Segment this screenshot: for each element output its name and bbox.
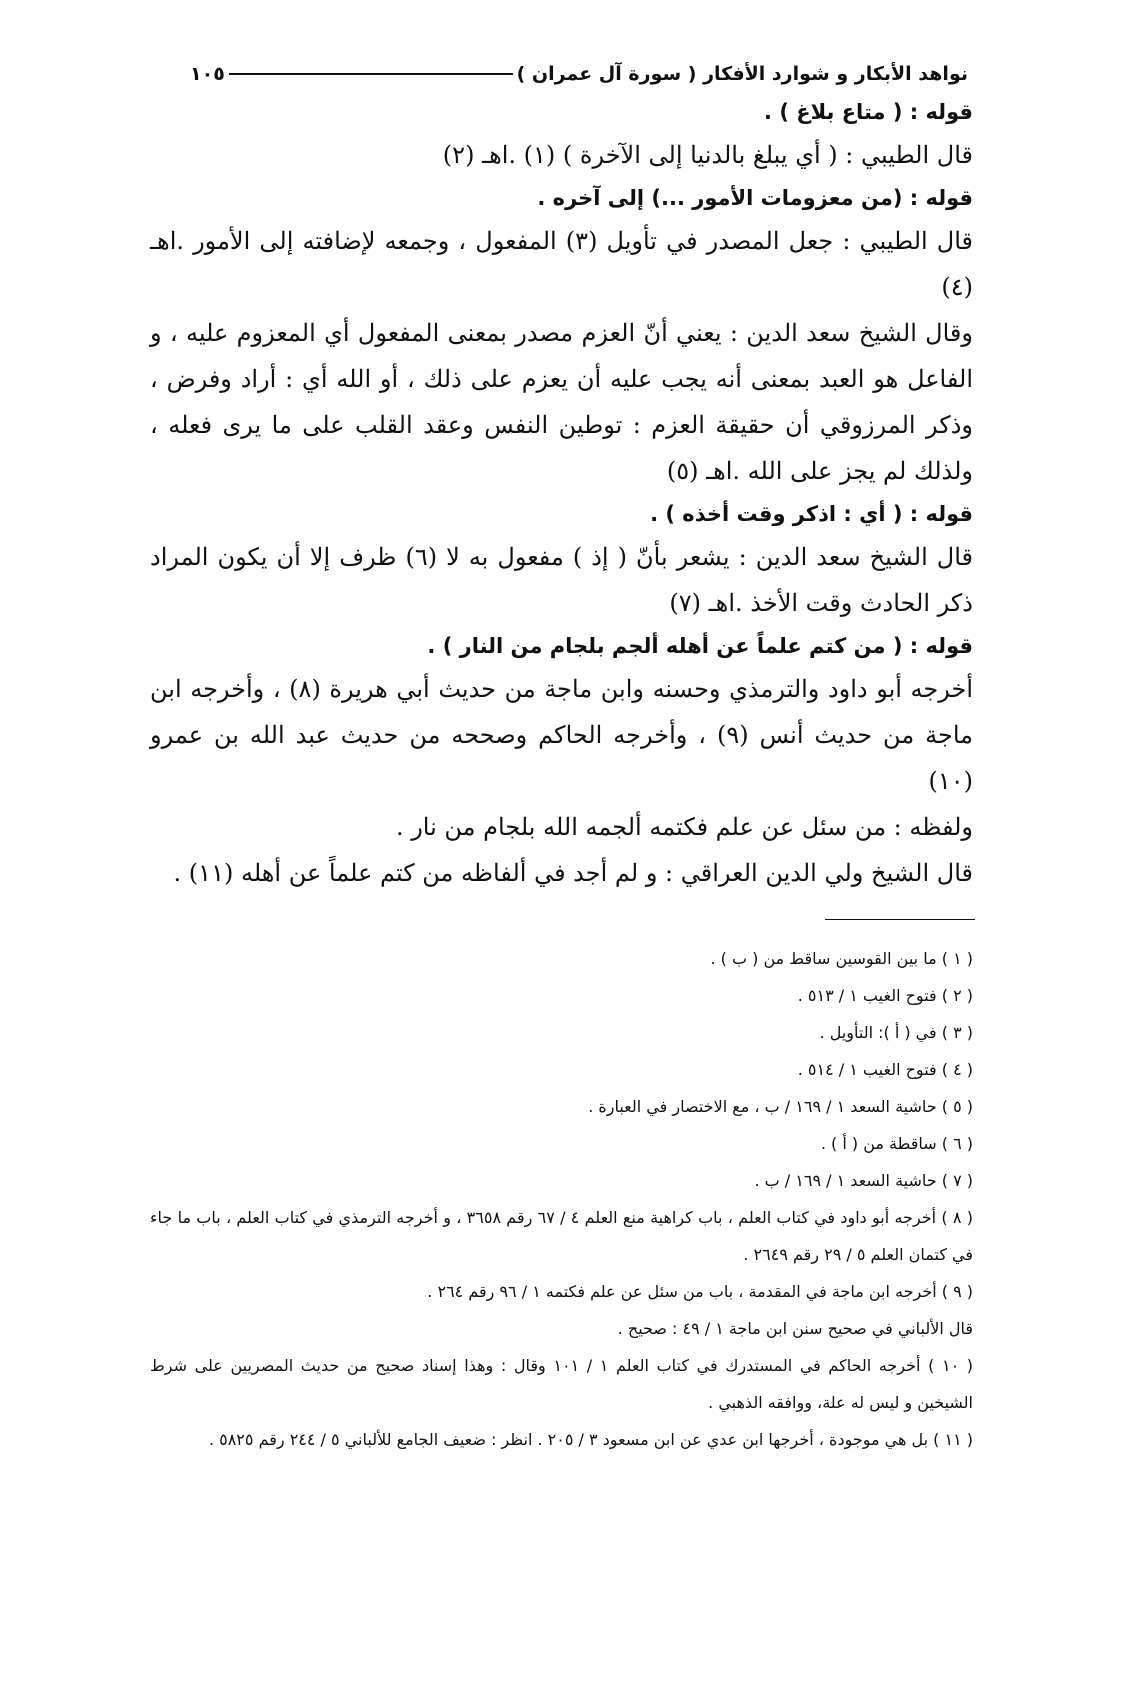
paragraph: ولفظه : من سئل عن علم فكتمه ألجمه الله بلجام من نار .	[395, 813, 973, 841]
quote-heading: قوله : ( متاع بلاغ ) .	[764, 100, 973, 124]
paragraph: أخرجه أبو داود والترمذي وحسنه وابن ماجة من حديث أبي هريرة (٨) ، وأخرجه ابن ماجة من حديث أنس (٩) ، وأخرجه الحاكم وصححه من حديث عبد الله بن عمرو (١٠)	[150, 675, 973, 795]
paragraph: وقال الشيخ سعد الدين : يعني أنّ العزم مصدر بمعنى المفعول أي المعزوم عليه ، و الفاعل هو العبد بمعنى أنه يجب عليه أن يعزم على ذلك ، أو الله أي : أراد وفرض ، وذكر المرزوقي أن حقيقة العزم : توطين النفس وعقد القلب على ما يرى فعله ، ولذلك لم يجز على الله .اهـ (٥)	[150, 319, 973, 485]
quote-heading: قوله : ( أي : اذكر وقت أخذه ) .	[650, 502, 973, 526]
footnote-divider	[825, 919, 975, 920]
header-rule	[229, 73, 513, 75]
quote-heading: قوله : (من معزومات الأمور ...) إلى آخره .	[537, 186, 973, 210]
paragraph: قال الشيخ سعد الدين : يشعر بأنّ ( إذ ) مفعول به لا (٦) ظرف إلا أن يكون المراد ذكر الحادث وقت الأخذ .اهـ (٧)	[150, 543, 973, 617]
running-title: نواهد الأبكار و شوارد الأفكار ( سورة آل عمران )	[516, 63, 968, 85]
footnote: ( ١ ) ما بين القوسين ساقط من ( ب ) .	[710, 949, 973, 968]
paragraph: قال الطيبي : ( أي يبلغ بالدنيا إلى الآخرة ) (١) .اهـ (٢)	[442, 141, 973, 169]
footnote: ( ٢ ) فتوح الغيب ١ / ٥١٣ .	[797, 986, 973, 1005]
footnote: ( ١١ ) بل هي موجودة ، أخرجها ابن عدي عن ابن مسعود ٣ / ٢٠٥ . انظر : ضعيف الجامع للألباني ٥ / ٢٤٤ رقم ٥٨٢٥ .	[208, 1430, 973, 1449]
quote-heading: قوله : ( من كتم علماً عن أهله ألجم بلجام من النار ) .	[427, 634, 973, 658]
footnote: ( ٥ ) حاشية السعد ١ / ١٦٩ / ب ، مع الاختصار في العبارة .	[588, 1097, 973, 1116]
footnote: ( ٩ ) أخرجه ابن ماجة في المقدمة ، باب من سئل عن علم فكتمه ١ / ٩٦ رقم ٢٦٤ .	[427, 1282, 973, 1301]
footnote: ( ٧ ) حاشية السعد ١ / ١٦٩ / ب .	[754, 1171, 973, 1190]
paragraph: قال الطيبي : جعل المصدر في تأويل (٣) المفعول ، وجمعه لإضافته إلى الأمور .اهـ (٤)	[150, 227, 974, 301]
footnote: ( ٤ ) فتوح الغيب ١ / ٥١٤ .	[797, 1060, 973, 1079]
footnote: ( ٨ ) أخرجه أبو داود في كتاب العلم ، باب كراهية منع العلم ٤ / ٦٧ رقم ٣٦٥٨ ، و أخرجه الترمذي في كتاب العلم ، باب ما جاء في كتمان العلم ٥ / ٢٩ رقم ٢٦٤٩ .	[150, 1208, 974, 1264]
page-header	[190, 54, 968, 94]
footnotes	[150, 940, 973, 1458]
footnote: قال الألباني في صحيح سنن ابن ماجة ١ / ٤٩ : صحيح .	[617, 1319, 973, 1338]
footnote: ( ٣ ) في ( أ ): التأويل .	[819, 1023, 973, 1042]
footnote: ( ٦ ) ساقطة من ( أ ) .	[820, 1134, 973, 1153]
main-text	[150, 92, 973, 896]
page-number: ١٠٥	[190, 63, 225, 85]
footnote: ( ١٠ ) أخرجه الحاكم في المستدرك في كتاب العلم ١ / ١٠١ وقال : وهذا إسناد صحيح من حديث المصريين على شرط الشيخين و ليس له علة، ووافقه الذهبي .	[150, 1356, 974, 1412]
paragraph: قال الشيخ ولي الدين العراقي : و لم أجد في ألفاظه من كتم علماً عن أهله (١١) .	[173, 859, 973, 887]
